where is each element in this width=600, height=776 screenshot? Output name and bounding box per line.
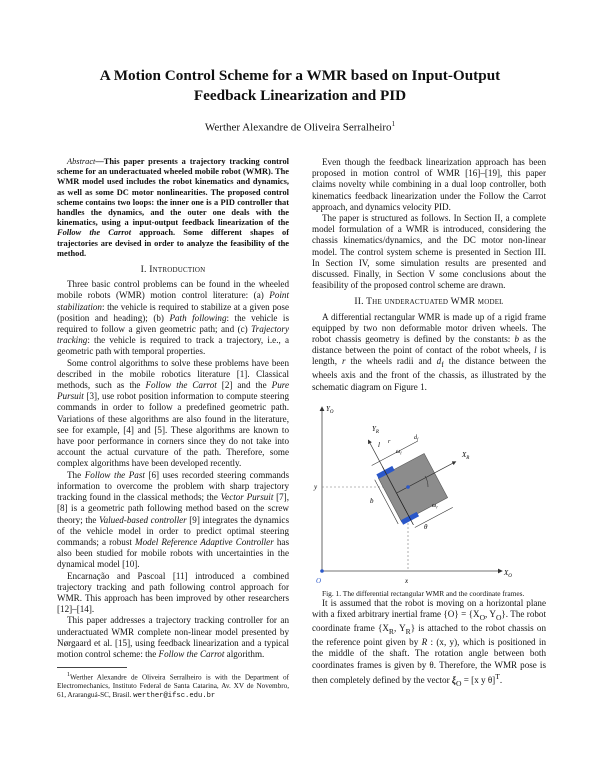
intro-paragraph-5: This paper addresses a trajectory tracking controller for an underactuated WMR complete non-linear model presented by Nørgaard et al. [15], using feedback linearization and a typical motion control scheme: the Follow the Carrot algorithm.: [57, 615, 289, 659]
figure-1-caption: Fig. 1. The differential rectangular WMR and the coordinate frames.: [322, 588, 525, 598]
label-l: l: [378, 440, 380, 449]
author-email: werther@ifsc.edu.br: [133, 691, 216, 700]
section-heading-wmr-model: II. The underactuated WMR model: [354, 296, 504, 308]
label-r: r: [388, 438, 391, 445]
right-column: [312, 157, 546, 689]
section-heading-introduction: I. Introduction: [140, 264, 206, 276]
reference-point: [406, 485, 410, 489]
label-yr: $Y_R$: [372, 424, 379, 435]
title-line-2: Feedback Linearization and PID: [193, 87, 407, 104]
author-line: [40, 120, 560, 134]
paper-title: [40, 66, 560, 106]
label-xo: $X_O$: [504, 568, 512, 579]
label-origin: O: [316, 576, 322, 585]
label-b: b: [370, 496, 374, 505]
author-name: Werther Alexandre de Oliveira Serralheiro: [204, 121, 392, 134]
label-theta: θ: [424, 522, 428, 531]
intro-paragraph-4: Encarnação and Pascoal [11] introduced a combined trajectory tracking and path following control approach for WMR. This approach has been improved by other researchers [12]–[14].: [57, 570, 289, 615]
right-paragraph-2: The paper is structured as follows. In Section II, a complete model formulation of a WMR is introduced, considering the chassis kinematics/dynamics, and the DC motor non-linear model. The control system scheme is presented in Section III. In Section IV, some simulation results are presented and discussed. Finally, in Section V some conclusions about the feasibility of the proposed control scheme are drawn.: [312, 213, 546, 291]
left-column: [57, 157, 289, 700]
wmr-schematic: [312, 399, 546, 585]
intro-paragraph-3: The Follow the Past [6] uses recorded steering commands information to overcome the problem with sharp trajectory tracking found in the classical methods; the Vector Pursuit [7], [8] is a geometric path following method based on the screw theory; the Valued-based controller [9] integrates the dynamics of the vehicle model in order to predict optimal steering commands; a robust Model Reference Adaptive Controller has also been studied for mobile robots with uncertainties in the dynamical model [10].: [57, 469, 290, 570]
label-x: x: [405, 576, 409, 585]
author-footnote-mark: 1: [391, 120, 396, 128]
origin-point: [320, 569, 324, 573]
label-yo: $Y_O$: [326, 404, 334, 415]
intro-paragraph-1: Three basic control problems can be found in the wheeled mobile robots (WMR) motion control literature: (a) Point stabilization: the vehicle is required to stabilize at a given pose (position and heading); (b) Path following: the vehicle is required to follow a given geometric path; and (c) Trajectory tracking: the vehicle is required to track a trajectory, i.e., a geometric path with temporal properties.: [57, 279, 289, 357]
right-paragraph-1: Even though the feedback linearization approach has been proposed in motion control of WMR [16]–[19], this paper claims novelty while combining in a dual loop controller, both kinematics feedback linearization under the Follow the Carrot approach, and dynamics velocity PID.: [312, 157, 546, 212]
footnote-rule: [57, 667, 127, 668]
label-wr: $\omega_r$: [432, 502, 439, 510]
abstract-label: Abstract: [67, 157, 96, 166]
footnote: $^1$Werther Alexandre de Oliveira Serralheiro is with the Department of Electromechanics, Instituto Federal de Santa Catarina, Av. XV de Novembro, 61, Araranguá-SC, Brasil. werther@ifsc.edu.br: [57, 672, 289, 700]
title-line-1: A Motion Control Scheme for a WMR based on Input-Output: [99, 67, 501, 84]
label-xr: $X_R$: [462, 450, 470, 461]
label-wl: $\omega_l$: [396, 448, 402, 456]
abstract: Abstract—This paper presents a trajectory tracking control scheme for an underactuated wheeled mobile robot (WMR). The WMR model used includes the robot kinematics and dynamics, as well as some DC motor nonlinearities. The proposed control scheme contains two loops: the inner one is a PID controller that handles the dynamics, and the outer one deals with the kinematics, using a input-output feedback linearization of the Follow the Carrot approach. Some different shapes of trajectories are devised in order to analyze the feasibility of the method.: [57, 157, 289, 258]
intro-paragraph-2: Some control algorithms to solve these problems have been described in the mobile robotics literature [1]. Classical methods, such as the Follow the Carrot [2] and the Pure Pursuit [3], use robot position information to compute steering commands in order to follow a predefined geometric path. Variations of these algorithms are also found in the literature, see for example, [4] and [5]. These algorithms are known to have poor performance in corners since they do not take into account the actual curvature of the path. Therefore, some complex algorithms have been developed recently.: [57, 357, 289, 469]
figure-1-wmr-diagram: [312, 399, 546, 585]
label-y: y: [314, 482, 318, 491]
right-paragraph-3: A differential rectangular WMR is made up of a rigid frame equipped by two non deformable motor driven wheels. The robot chassis geometry is defined by the constants: b as the distance between the point of contact of the robot wheels, l is length, r the wheels radii and $d_f$ the distance between the wheels axis and the front of the chassis, as illustrated by the schematic diagram on Figure 1.: [312, 311, 547, 392]
label-df: $d_f$: [414, 434, 419, 442]
right-paragraph-4: It is assumed that the robot is moving on a horizontal plane with a fixed arbitrary inertial frame $\{O\} = \{X_O$, $Y_O$}. The robot coordinate frame {$X_R$, $Y_R$} is attached to the robot chassis on the reference point given by R : (x, y), which is positioned in the middle of the shaft. The rotation angle between both coordinates frames is given by θ. Therefore, the WMR pose is then completely defined by the vector $\xi_O = [x$ y θ]$^T$.: [312, 597, 547, 688]
